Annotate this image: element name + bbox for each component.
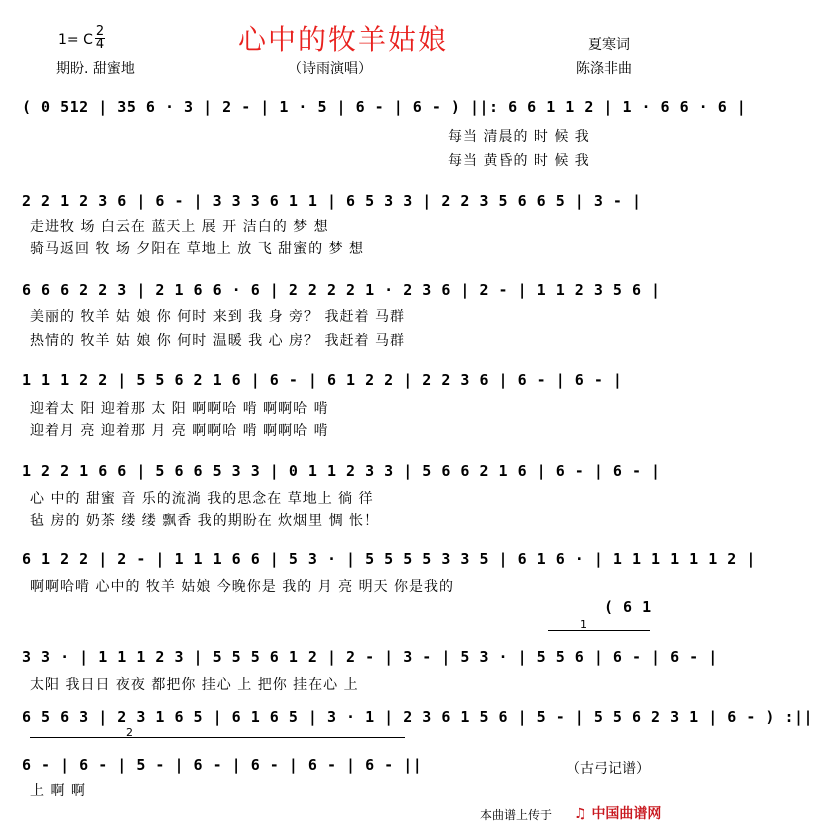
lyric-row-6: 啊啊哈啃 心中的 牧羊 姑娘 今晚你是 我的 月 亮 明天 你是我的 bbox=[30, 579, 455, 595]
notation-row-8: 6 5 6 3 | 2 3 1 6 5 | 6 1 6 5 | 3 · 1 | 2 3 6 1 5 6 | 5 - | 5 5 6 2 3 1 | 6 - ) :|| bbox=[22, 708, 813, 726]
singer-credit: （诗雨演唱） bbox=[288, 61, 372, 77]
lyric-row-2-verse-1: 走进牧 场 白云在 蓝天上 展 开 洁白的 梦 想 bbox=[30, 219, 329, 235]
time-denominator: 4 bbox=[95, 37, 105, 52]
lyric-row-3-verse-2: 热情的 牧羊 姑 娘 你 何时 温暖 我 心 房？ 我赶着 马群 bbox=[30, 333, 405, 349]
notation-row-5: 1 2 2 1 6 6 | 5 6 6 5 3 3 | 0 1 1 2 3 3 | 5 6 6 2 1 6 | 6 - | 6 - | bbox=[22, 462, 661, 480]
footer-upload-text: 本曲谱上传于 bbox=[480, 808, 553, 822]
notation-row-7: 3 3 · | 1 1 1 2 3 | 5 5 5 6 1 2 | 2 - | 3 - | 5 3 · | 5 5 6 | 6 - | 6 - | bbox=[22, 648, 718, 666]
notation-row-4: 1 1 1 2 2 | 5 5 6 2 1 6 | 6 - | 6 1 2 2 | 2 2 3 6 | 6 - | 6 - | bbox=[22, 371, 623, 389]
mood-marking: 期盼. 甜蜜地 bbox=[56, 61, 135, 77]
notation-row-9: 6 - | 6 - | 5 - | 6 - | 6 - | 6 - | 6 - || bbox=[22, 756, 423, 774]
volta-2-label: 2 bbox=[126, 726, 133, 739]
lyric-row-1-verse-2: 每当 黄昏的 时 候 我 bbox=[448, 153, 590, 169]
volta-1-label: 1 bbox=[580, 618, 587, 631]
volta-start-notes: ( 6 1 bbox=[604, 598, 652, 616]
lyric-row-4-verse-2: 迎着月 亮 迎着那 月 亮 啊啊哈 啃 啊啊哈 啃 bbox=[30, 423, 329, 439]
lyric-row-3-verse-1: 美丽的 牧羊 姑 娘 你 何时 来到 我 身 旁？ 我赶着 马群 bbox=[30, 309, 405, 325]
lyric-row-7: 太阳 我日日 夜夜 都把你 挂心 上 把你 挂在心 上 bbox=[30, 677, 359, 693]
lyric-row-5-verse-2: 毡 房的 奶茶 缕 缕 飘香 我的期盼在 炊烟里 惆 怅！ bbox=[30, 513, 380, 529]
site-name: 中国曲谱网 bbox=[591, 806, 662, 822]
notation-source: （古弓记谱） bbox=[566, 761, 650, 777]
notation-row-3: 6 6 6 2 2 3 | 2 1 6 6 · 6 | 2 2 2 2 1 · 2 3 6 | 2 - | 1 1 2 3 5 6 | bbox=[22, 281, 661, 299]
notation-row-2: 2 2 1 2 3 6 | 6 - | 3 3 3 6 1 1 | 6 5 3 3 | 2 2 3 5 6 6 5 | 3 - | bbox=[22, 192, 642, 210]
lyric-row-4-verse-1: 迎着太 阳 迎着那 太 阳 啊啊哈 啃 啊啊哈 啃 bbox=[30, 401, 329, 417]
key-signature: 1= C bbox=[58, 32, 93, 48]
time-numerator: 2 bbox=[95, 24, 105, 39]
notation-row-6: 6 1 2 2 | 2 - | 1 1 1 6 6 | 5 3 · | 5 5 5 5 3 3 5 | 6 1 6 · | 1 1 1 1 1 1 2 | bbox=[22, 550, 756, 568]
score-title: 心中的牧羊姑娘 bbox=[237, 23, 448, 56]
site-logo[interactable] bbox=[574, 803, 661, 823]
music-note-icon: ♫ bbox=[574, 806, 587, 822]
composer: 陈涤非曲 bbox=[576, 61, 632, 77]
time-signature bbox=[95, 26, 105, 51]
lyricist: 夏寒词 bbox=[588, 37, 630, 53]
lyric-row-2-verse-2: 骑马返回 牧 场 夕阳在 草地上 放 飞 甜蜜的 梦 想 bbox=[30, 241, 365, 257]
lyric-row-5-verse-1: 心 中的 甜蜜 音 乐的流淌 我的思念在 草地上 徜 徉 bbox=[30, 491, 374, 507]
lyric-row-9: 上 啊 啊 bbox=[30, 783, 86, 799]
notation-row-1: ( 0 512 | 35 6 · 3 | 2 - | 1 · 5 | 6 - | 6 - ) ||: 6 6 1 1 2 | 1 · 6 6 · 6 | bbox=[22, 98, 747, 116]
lyric-row-1-verse-1: 每当 清晨的 时 候 我 bbox=[448, 129, 590, 145]
volta-2-bracket bbox=[30, 737, 405, 738]
volta-1-bracket bbox=[548, 630, 650, 631]
